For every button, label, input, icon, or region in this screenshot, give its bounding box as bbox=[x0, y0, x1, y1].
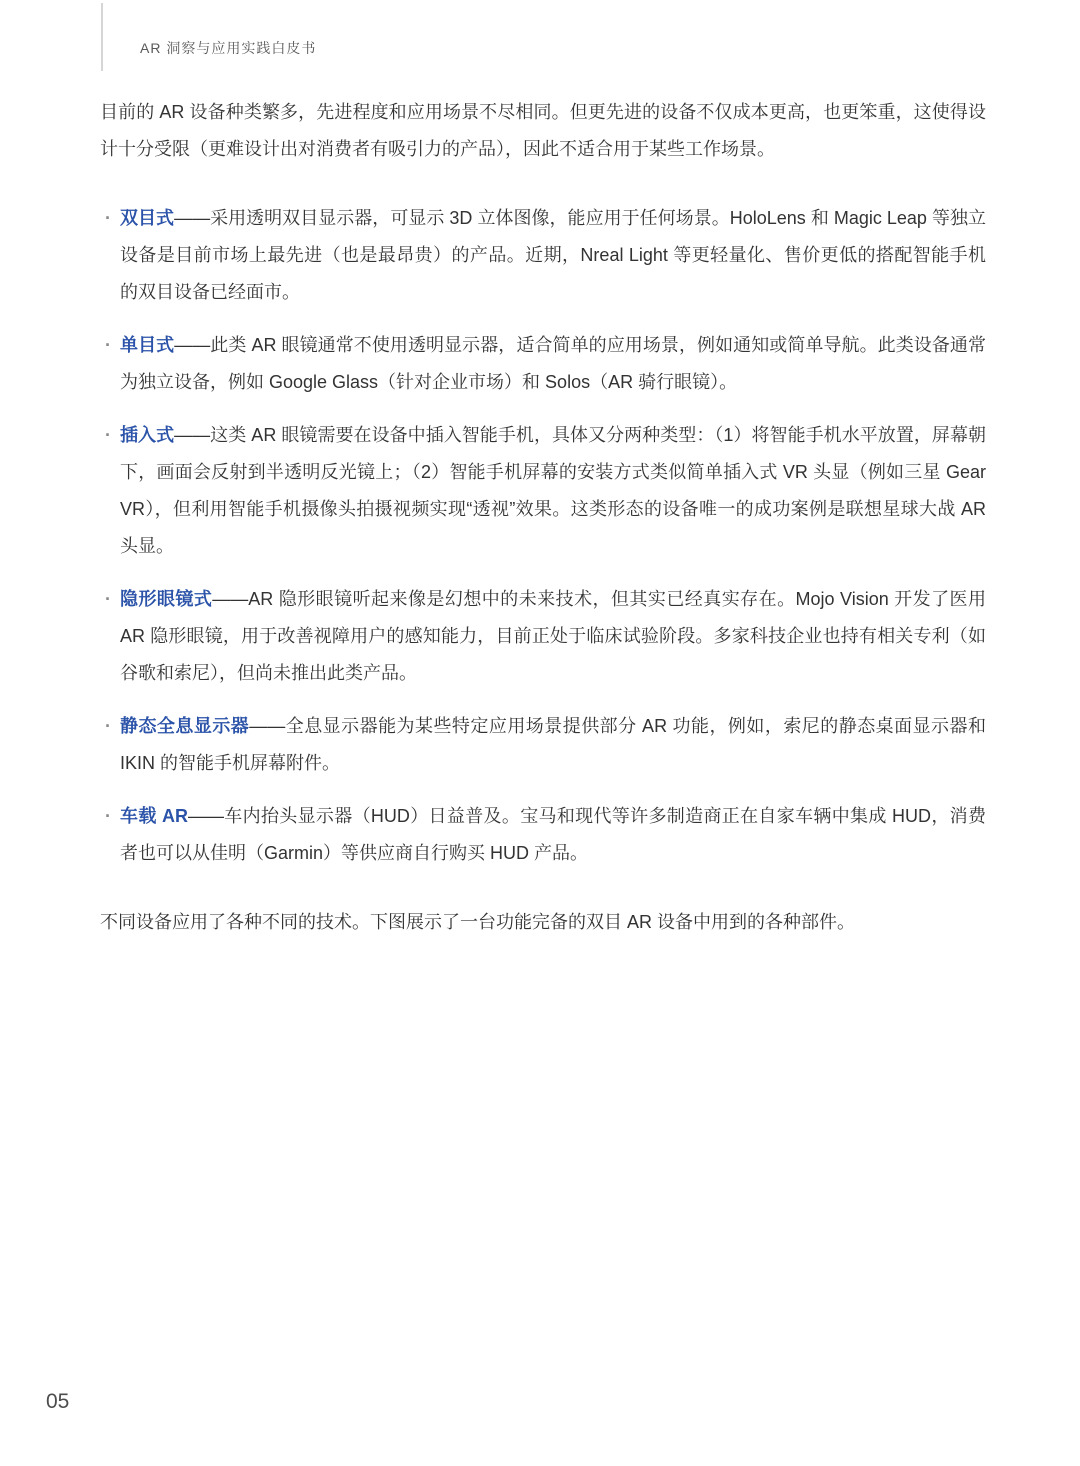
device-type-description: ——此类 AR 眼镜通常不使用透明显示器，适合简单的应用场景，例如通知或简单导航。此类设备通常为独立设备，例如 Google Glass（针对企业市场）和 Solos（AR 骑行眼镜）。 bbox=[120, 335, 986, 392]
bullet-dot-icon: · bbox=[105, 806, 111, 826]
bullet-dot-icon: · bbox=[105, 335, 111, 355]
header-rule bbox=[101, 3, 103, 71]
bullet-dot-icon: · bbox=[105, 716, 111, 736]
bullet-dot-icon: · bbox=[105, 425, 111, 445]
device-type-description: ——全息显示器能为某些特定应用场景提供部分 AR 功能，例如，索尼的静态桌面显示器和 IKIN 的智能手机屏幕附件。 bbox=[120, 716, 986, 773]
device-type-description: ——这类 AR 眼镜需要在设备中插入智能手机，具体又分两种类型：（1）将智能手机水平放置，屏幕朝下，画面会反射到半透明反光镜上；（2）智能手机屏幕的安装方式类似简单插入式 VR 头显（例如三星 Gear VR），但利用智能手机摄像头拍摄视频实现“透视”效果。这类形态的设备唯一的成功案例是联想星球大战 AR 头显。 bbox=[120, 425, 987, 556]
device-type-item bbox=[100, 327, 986, 401]
device-type-term: 插入式 bbox=[120, 425, 175, 445]
device-type-list bbox=[100, 200, 986, 872]
device-type-item bbox=[100, 417, 986, 565]
bullet-dot-icon: · bbox=[105, 589, 111, 609]
device-type-term: 隐形眼镜式 bbox=[120, 589, 213, 609]
device-type-item bbox=[100, 798, 986, 872]
page-body bbox=[100, 94, 986, 941]
device-type-term: 静态全息显示器 bbox=[120, 716, 250, 736]
device-type-term: 双目式 bbox=[120, 208, 175, 228]
intro-paragraph: 目前的 AR 设备种类繁多，先进程度和应用场景不尽相同。但更先进的设备不仅成本更高，也更笨重，这使得设计十分受限（更难设计出对消费者有吸引力的产品），因此不适合用于某些工作场景。 bbox=[100, 102, 986, 159]
header-title: AR 洞察与应用实践白皮书 bbox=[140, 40, 317, 56]
closing-paragraph: 不同设备应用了各种不同的技术。下图展示了一台功能完备的双目 AR 设备中用到的各种部件。 bbox=[100, 912, 856, 932]
page-number: 05 bbox=[46, 1390, 70, 1413]
device-type-term: 车载 AR bbox=[120, 806, 188, 826]
device-type-term: 单目式 bbox=[120, 335, 175, 355]
device-type-description: ——车内抬头显示器（HUD）日益普及。宝马和现代等许多制造商正在自家车辆中集成 HUD，消费者也可以从佳明（Garmin）等供应商自行购买 HUD 产品。 bbox=[120, 806, 986, 863]
device-type-description: ——AR 隐形眼镜听起来像是幻想中的未来技术，但其实已经真实存在。Mojo Vision 开发了医用 AR 隐形眼镜，用于改善视障用户的感知能力，目前正处于临床试验阶段。多家科技企业也持有相关专利（如谷歌和索尼），但尚未推出此类产品。 bbox=[120, 589, 986, 683]
device-type-description: ——采用透明双目显示器，可显示 3D 立体图像，能应用于任何场景。HoloLens 和 Magic Leap 等独立设备是目前市场上最先进（也是最昂贵）的产品。近期，Nreal Light 等更轻量化、售价更低的搭配智能手机的双目设备已经面市。 bbox=[120, 208, 987, 302]
bullet-dot-icon: · bbox=[105, 208, 111, 228]
device-type-item bbox=[100, 708, 986, 782]
device-type-item bbox=[100, 200, 986, 311]
device-type-item bbox=[100, 581, 986, 692]
